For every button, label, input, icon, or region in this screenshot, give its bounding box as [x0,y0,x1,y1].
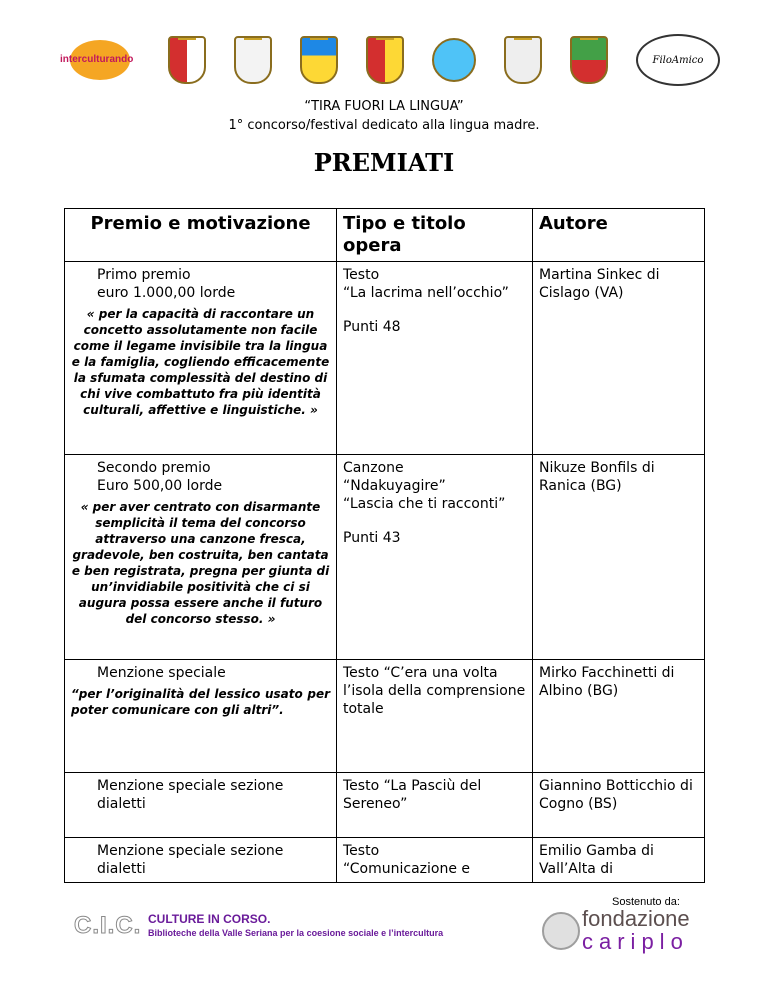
work-title: Testo “La lacrima nell’occhio” [343,267,509,301]
work-cell: Testo “La Pasciù del Sereneo” [337,773,533,838]
prize-cell [65,660,337,773]
table-header-row [65,209,705,262]
motivation: « per la capacità di raccontare un concetto assolutamente non facile come il legame invisibile tra la lingua e la famiglia, cogliendo efficacemente la sfumata complessità del destino di chi vive combattuto fra più identità culturali, affettive e linguistiche. » [71,307,330,417]
prize-label: Menzione speciale [97,665,226,681]
sponsor-label: Sostenuto da: [612,896,680,908]
prize-label: Menzione speciale sezione dialetti [97,843,284,877]
coat-of-arms-icon [300,36,338,84]
table-row [65,262,705,455]
points: Punti 48 [343,319,401,335]
prize-label: Menzione speciale sezione dialetti [97,778,284,812]
table-row [65,455,705,660]
prize-amount: Euro 500,00 lorde [97,478,223,494]
column-header: Autore [533,209,705,262]
coat-of-arms-icon [432,38,476,82]
table-row [65,838,705,883]
motivation: « per aver centrato con disarmante semplicità il tema del concorso attraverso una canzone fresca, gradevole, ben costruita, ben cantata e ben registrata, pregna per giunta di un’invidiabile positività che ci si augura possa essere anche il futuro del concorso stesso. » [71,500,330,626]
page-title: PREMIATI [313,148,455,177]
motivation: “per l’originalità del lessico usato per poter comunicare con gli altri”. [71,687,330,717]
interculturando-logo: interculturando [60,36,140,84]
work-cell [337,262,533,455]
coat-of-arms-icon [504,36,542,84]
column-header: Tipo e titolo opera [337,209,533,262]
author-cell: Mirko Facchinetti di Albino (BG) [533,660,705,773]
winners-table [64,208,705,883]
filoamico-logo: FiloAmico [636,34,720,86]
author-cell: Nikuze Bonfils di Ranica (BG) [533,455,705,660]
work-cell: Testo “Comunicazione e [337,838,533,883]
contest-name: “TIRA FUORI LA LINGUA” [304,99,464,114]
author-cell: Giannino Botticchio di Cogno (BS) [533,773,705,838]
cariplo-logo-line1: fondazione [582,906,690,931]
coat-of-arms-icon [570,36,608,84]
prize-cell [65,838,337,883]
author-cell: Emilio Gamba di Vall’Alta di [533,838,705,883]
work-cell: Testo “C’era una volta l’isola della comprensione totale [337,660,533,773]
cariplo-seal-icon [542,912,580,950]
prize-cell [65,773,337,838]
prize-cell [65,455,337,660]
prize-label: Secondo premio [97,460,211,476]
author-cell: Martina Sinkec di Cislago (VA) [533,262,705,455]
cariplo-logo-line2: cariplo [582,929,689,954]
points: Punti 43 [343,530,401,546]
cic-title: CULTURE IN CORSO. [148,912,271,926]
prize-amount: euro 1.000,00 lorde [97,285,236,301]
cic-logo: C.I.C. [74,912,142,939]
logo-strip [60,30,720,90]
coat-of-arms-icon [168,36,206,84]
work-title: Canzone “Ndakuyagire” “Lascia che ti racconti” [343,460,506,512]
contest-subtitle: 1° concorso/festival dedicato alla lingua madre. [228,118,540,133]
work-cell [337,455,533,660]
prize-label: Primo premio [97,267,191,283]
column-header: Premio e motivazione [65,209,337,262]
table-row [65,660,705,773]
table-row [65,773,705,838]
cic-subtitle: Biblioteche della Valle Seriana per la coesione sociale e l’intercultura [148,928,444,938]
coat-of-arms-icon [234,36,272,84]
coat-of-arms-icon [366,36,404,84]
prize-cell [65,262,337,455]
